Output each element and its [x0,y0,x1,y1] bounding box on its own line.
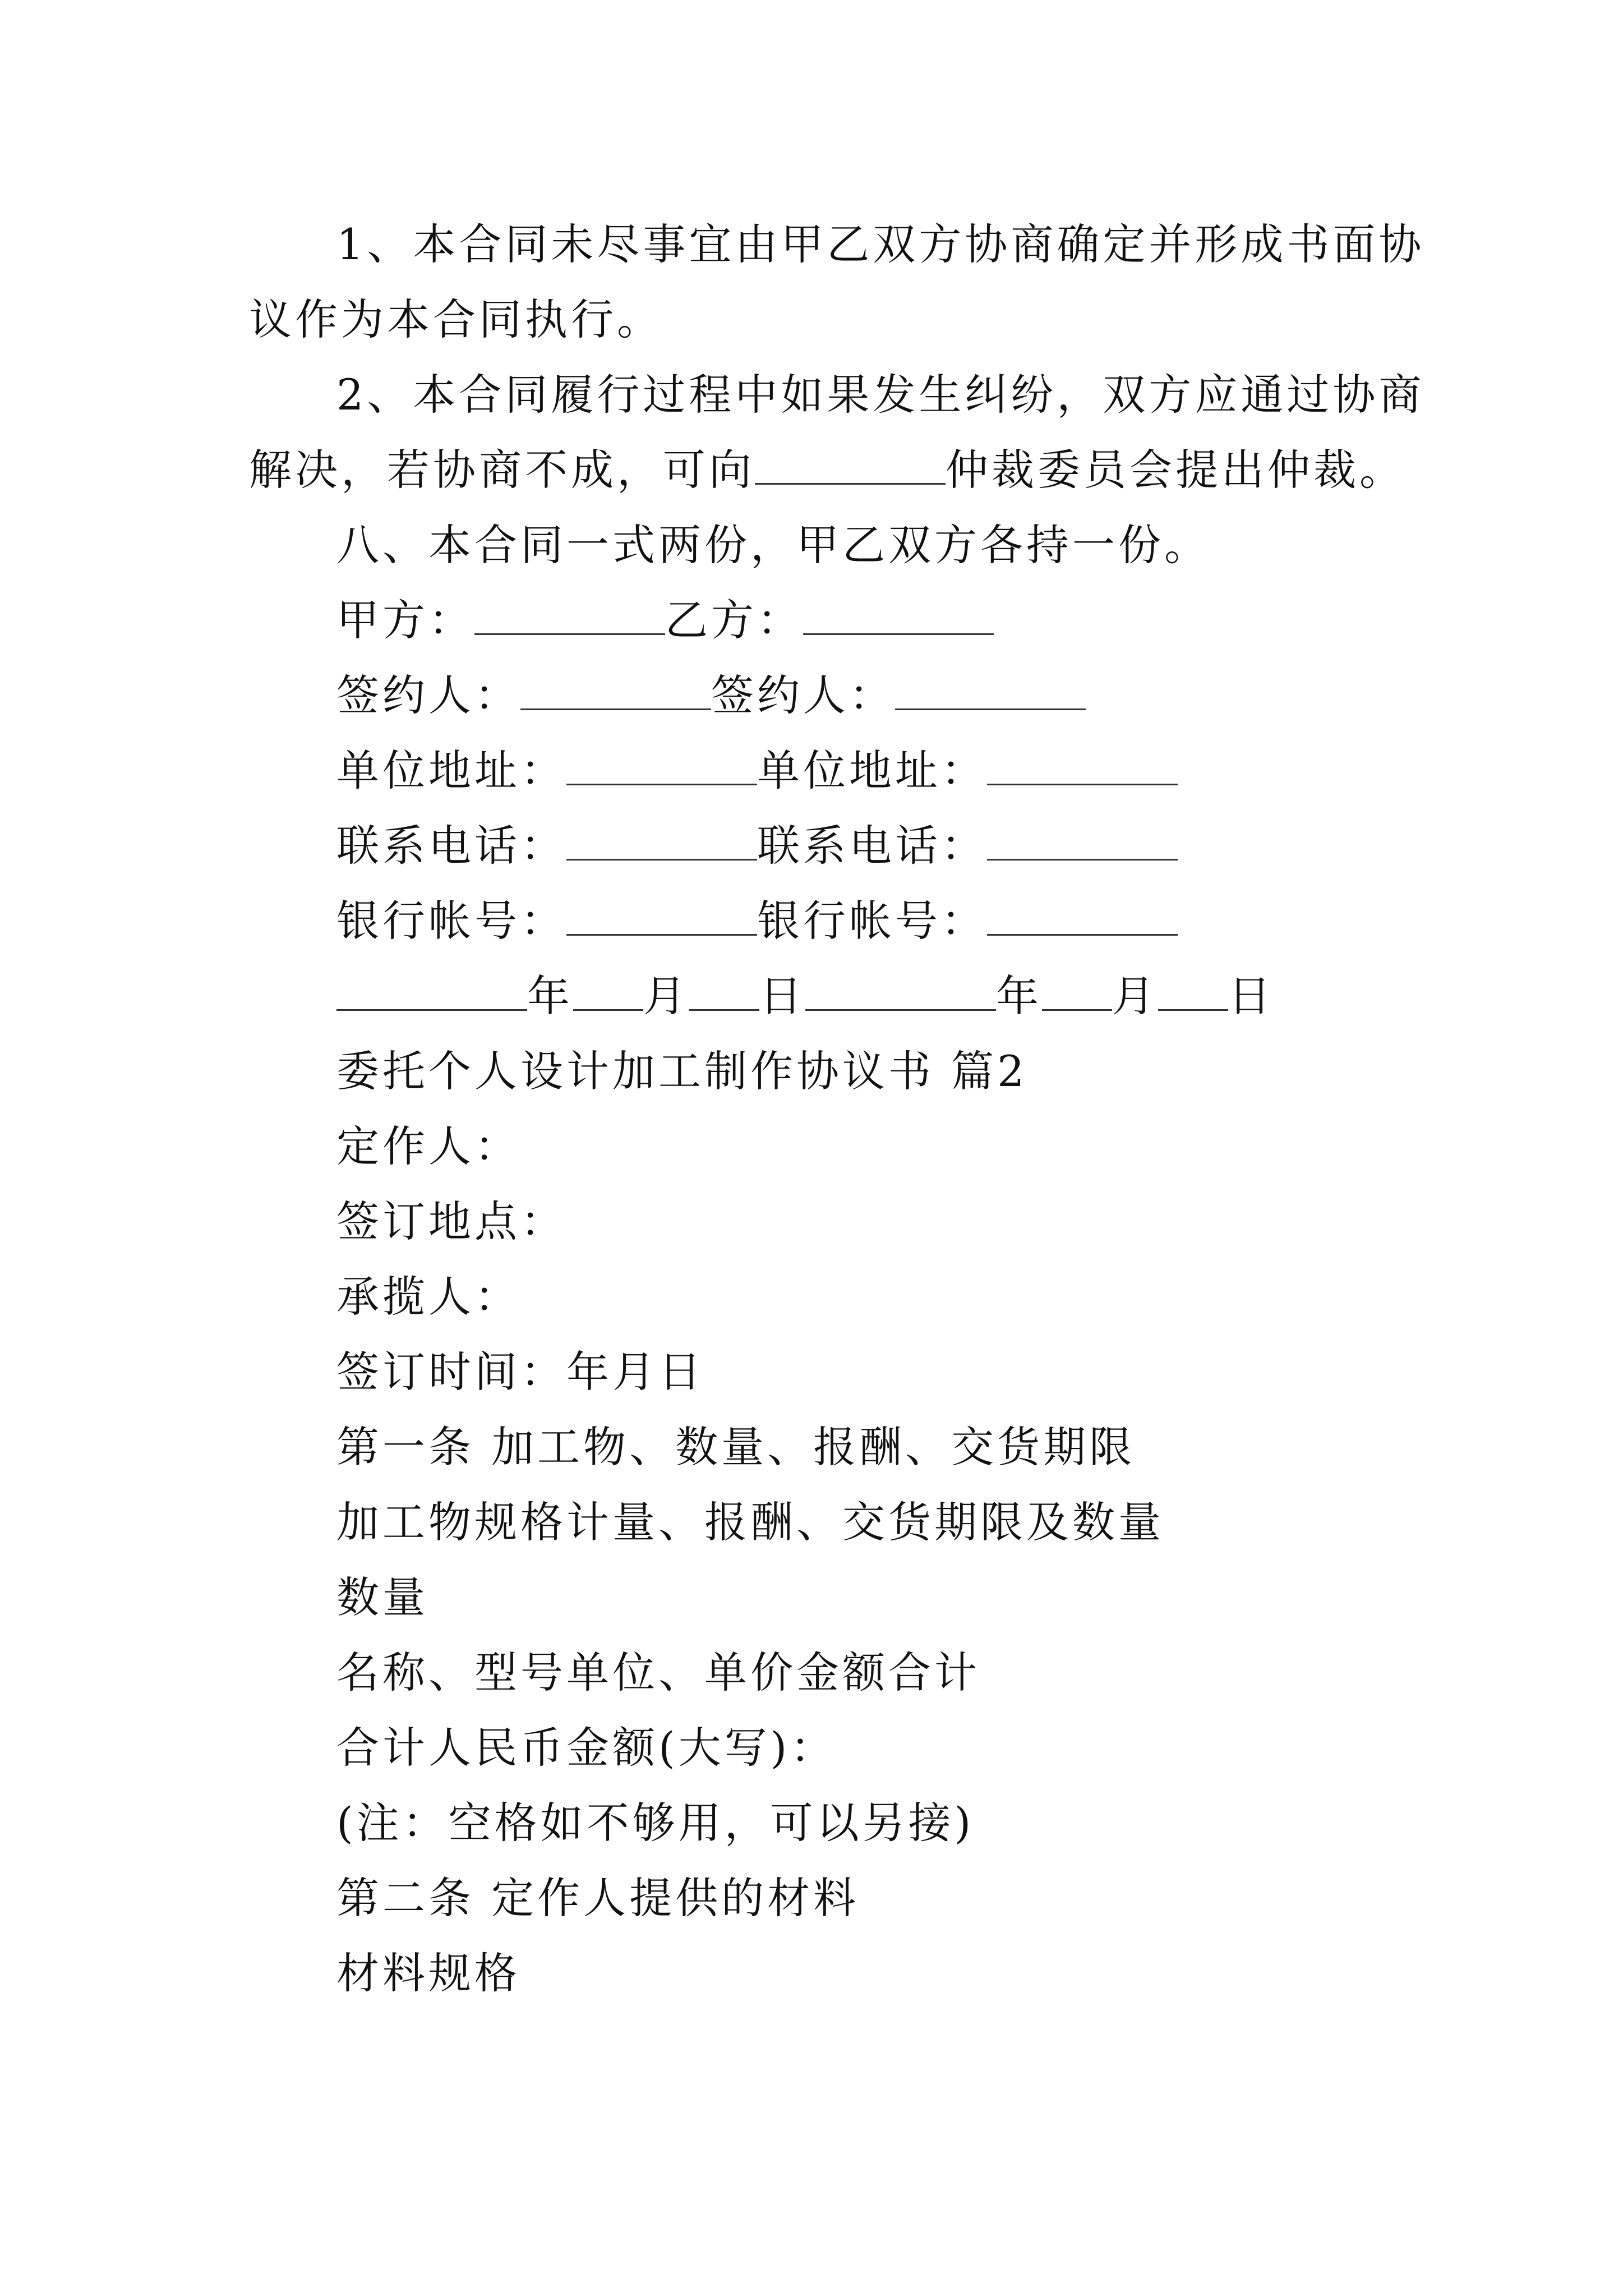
address-a-label: 单位地址： [336,746,566,795]
date-row [336,968,1274,1024]
address-row [336,743,1178,799]
contractor-field: 定作人： [336,1121,520,1171]
material-spec-text: 材料规格 [336,1948,520,1998]
month-b-label: 月 [1112,971,1158,1021]
year-a-label: 年 [527,971,573,1021]
party-a-label: 甲方： [336,595,474,645]
total-rmb-text: 合计人民币金额(大写)： [336,1723,837,1773]
bank-row [336,893,1178,949]
phone-a-label: 联系电话： [336,821,566,871]
clause-2-text-b: 仲裁委员会提出仲裁。 [946,445,1405,495]
party-b-blank [803,594,994,635]
phone-b-blank [987,820,1178,861]
month-a-blank [573,970,643,1011]
clause-2-text-a: 解决，若协商不成，可向 [249,445,755,495]
undertaker-field: 承揽人： [336,1272,520,1322]
month-b-blank [1042,970,1112,1011]
address-b-blank [987,744,1178,785]
sign-place-field: 签订地点： [336,1197,566,1246]
article-2-heading: 第二条 定作人提供的材料 [336,1873,860,1923]
party-b-label: 乙方： [665,595,803,645]
day-a-blank [689,970,759,1011]
section-8: 八、本合同一式两份，甲乙双方各持一份。 [336,520,1210,570]
day-b-blank [1158,970,1228,1011]
address-a-blank [566,744,757,785]
address-b-label: 单位地址： [757,746,987,795]
bank-a-blank [566,895,757,936]
article-1-heading: 第一条 加工物、数量、报酬、交货期限 [336,1422,1136,1472]
sign-time-field: 签订时间：年月日 [336,1347,704,1397]
clause-2-line1: 2、本合同履行过程中如果发生纠纷，双方应通过协商 [336,370,1425,420]
columns-text: 名称、型号单位、单价金额合计 [336,1648,980,1697]
clause-1-line2: 议作为本合同执行。 [249,295,663,344]
signer-b-label: 签约人： [711,670,895,720]
article-1-subheading: 加工物规格计量、报酬、交货期限及数量 [336,1497,1164,1547]
day-a-label: 日 [759,971,805,1021]
month-a-label: 月 [643,971,689,1021]
bank-b-blank [987,895,1178,936]
part-2-title: 委托个人设计加工制作协议书 篇2 [336,1046,1028,1096]
signer-row [336,668,1086,724]
bank-b-label: 银行帐号： [757,896,987,946]
clause-2-line2 [249,442,1405,498]
year-b-label: 年 [996,971,1042,1021]
phone-a-blank [566,820,757,861]
arbitration-blank [755,444,946,485]
year-b-blank [805,970,996,1011]
signer-a-label: 签约人： [336,670,520,720]
party-row [336,592,994,648]
quantity-text: 数量 [336,1572,428,1622]
year-a-blank [336,970,527,1011]
signer-a-blank [520,669,711,710]
party-a-blank [474,594,665,635]
phone-b-label: 联系电话： [757,821,987,871]
signer-b-blank [895,669,1086,710]
note-text: (注：空格如不够用，可以另接) [336,1798,975,1848]
day-b-label: 日 [1228,971,1274,1021]
bank-a-label: 银行帐号： [336,896,566,946]
clause-1-line1: 1、本合同未尽事宜由甲乙双方协商确定并形成书面协 [336,219,1425,269]
phone-row [336,818,1178,874]
